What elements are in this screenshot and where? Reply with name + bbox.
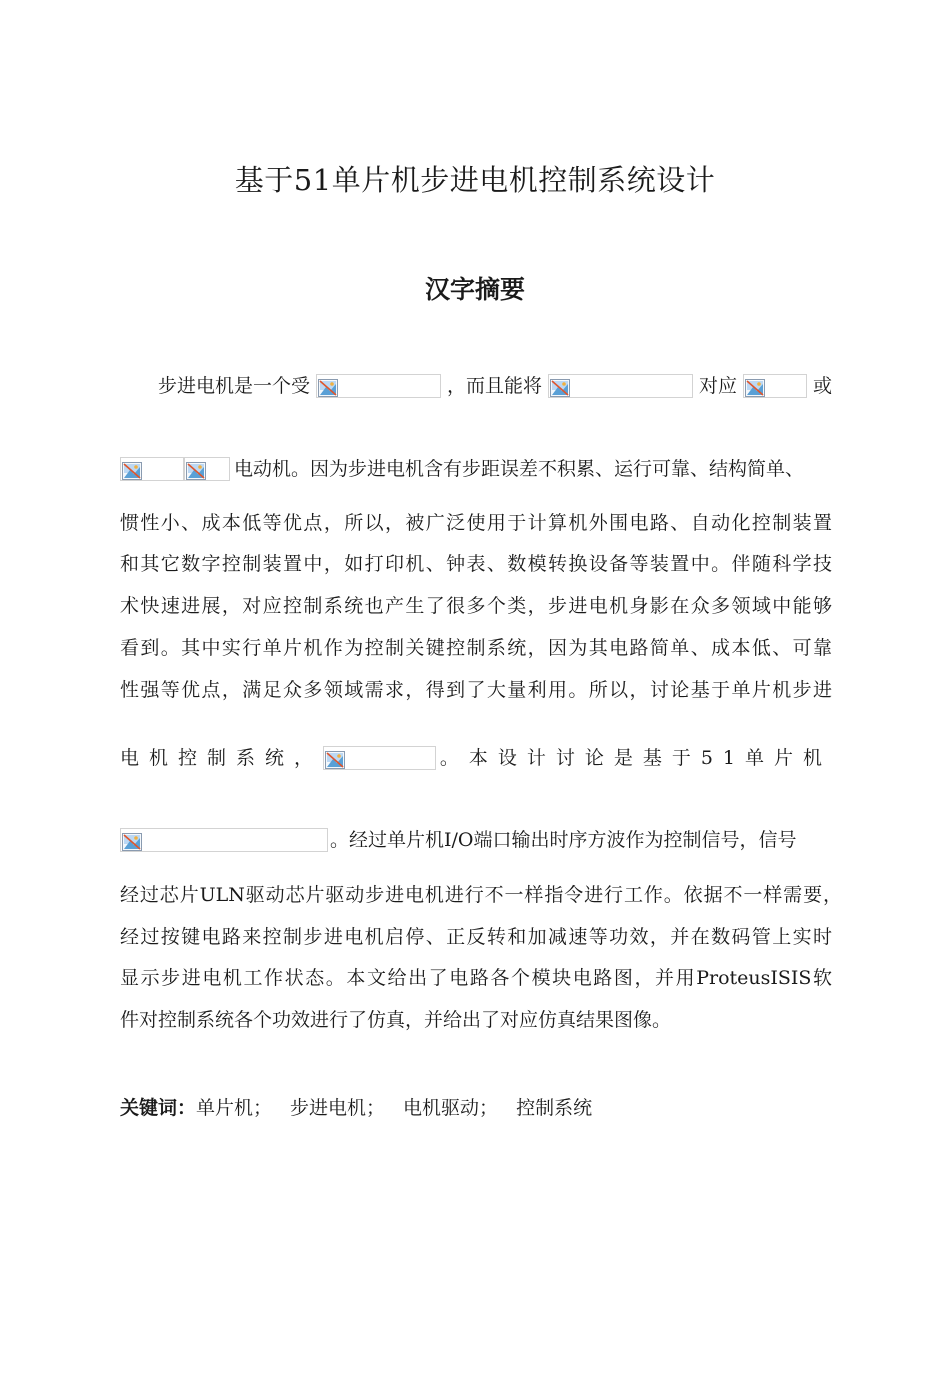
abstract-text: 。经过单片机I/O端口输出时序方波作为控制信号，信号 <box>330 829 797 851</box>
document-title: 基于51单片机步进电机控制系统设计 <box>234 163 716 197</box>
abstract-line-5: 术快速进展，对应控制系统也产生了很多个类，步进电机身影在众多领域中能够 <box>120 595 832 617</box>
abstract-line-11: 经过按键电路来控制步进电机启停、正反转和加减速等功效，并在数码管上实时 <box>120 926 832 948</box>
keyword-item: 控制系统 <box>516 1097 593 1119</box>
abstract-line-1 <box>158 372 832 400</box>
inline-image-placeholder <box>120 828 328 852</box>
inline-image-placeholder <box>120 457 184 481</box>
abstract-line-13: 件对控制系统各个功效进行了仿真，并给出了对应仿真结果图像。 <box>120 1009 672 1031</box>
abstract-line-8 <box>120 744 832 772</box>
keyword-item: 电机驱动； <box>403 1097 499 1119</box>
broken-image-icon <box>745 377 765 400</box>
abstract-text: 对应 <box>698 375 737 397</box>
abstract-line-9 <box>120 826 832 854</box>
broken-image-icon <box>550 377 570 400</box>
abstract-text: 。本设计讨论是基于51单片机 <box>439 747 832 769</box>
keyword-item: 步进电机； <box>290 1097 386 1119</box>
keyword-item: 单片机； <box>196 1097 273 1119</box>
abstract-text: 电机控制系统， <box>120 747 324 769</box>
abstract-line-7: 性强等优点，满足众多领域需求，得到了大量利用。所以，讨论基于单片机步进 <box>120 679 832 701</box>
abstract-text: 步进电机是一个受 <box>158 375 311 397</box>
abstract-line-12: 显示步进电机工作状态。本文给出了电路各个模块电路图，并用ProteusISIS软 <box>120 967 832 989</box>
broken-image-icon <box>186 460 206 483</box>
inline-image-placeholder <box>743 374 807 398</box>
abstract-text: ，而且能将 <box>446 375 542 397</box>
broken-image-icon <box>325 749 345 772</box>
inline-image-placeholder <box>184 457 230 481</box>
abstract-heading: 汉字摘要 <box>424 275 525 304</box>
broken-image-icon <box>122 831 142 854</box>
inline-image-placeholder <box>548 374 693 398</box>
abstract-line-6: 看到。其中实行单片机作为控制关键控制系统，因为其电路简单、成本低、可靠 <box>120 637 832 659</box>
keywords-label: 关键词： <box>120 1097 197 1119</box>
abstract-line-4: 和其它数字控制装置中，如打印机、钟表、数模转换设备等装置中。伴随科学技 <box>120 553 832 575</box>
inline-image-placeholder <box>323 746 436 770</box>
broken-image-icon <box>122 460 142 483</box>
broken-image-icon <box>318 377 338 400</box>
keywords-line <box>120 1094 610 1122</box>
abstract-text: 或 <box>812 375 832 397</box>
abstract-text: 电动机。因为步进电机含有步距误差不积累、运行可靠、结构简单、 <box>234 458 805 480</box>
abstract-line-2 <box>120 455 842 483</box>
abstract-line-3: 惯性小、成本低等优点，所以，被广泛使用于计算机外围电路、自动化控制装置 <box>120 512 832 534</box>
abstract-line-10: 经过芯片ULN驱动芯片驱动步进电机进行不一样指令进行工作。依据不一样需要， <box>120 884 842 906</box>
inline-image-placeholder <box>316 374 441 398</box>
